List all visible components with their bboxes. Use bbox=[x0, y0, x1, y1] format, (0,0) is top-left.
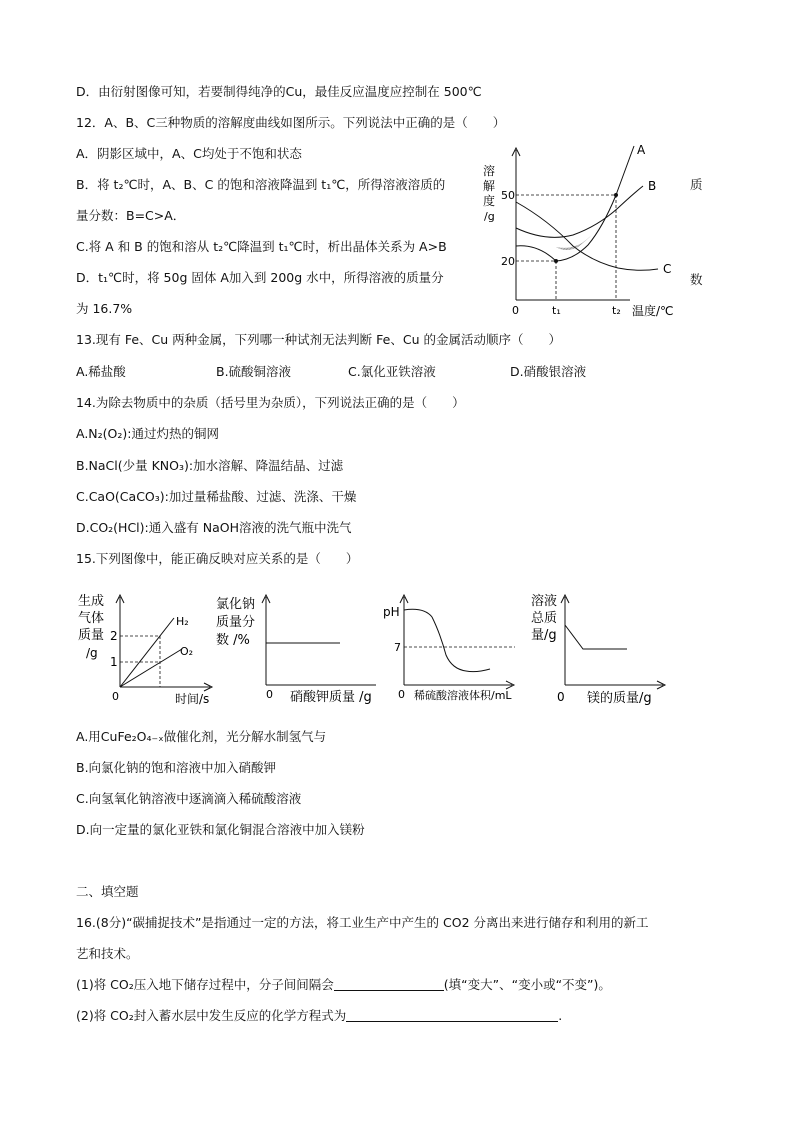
q16-part1-before: (1)将 CO₂压入地下储存过程中，分子间间隔会 bbox=[76, 977, 334, 992]
xlabel: 硝酸钾质量 /g bbox=[290, 690, 372, 705]
q12-side-char-top: 质 bbox=[690, 177, 703, 192]
xlabel: 稀硫酸溶液体积/mL bbox=[414, 689, 512, 702]
curve-a bbox=[516, 146, 634, 261]
series-o2: O₂ bbox=[180, 645, 194, 658]
q11-option-d: D．由衍射图像可知，若要制得纯净的Cu，最佳反应温度应控制在 500℃ bbox=[76, 84, 482, 99]
q16-part2-answer-blank[interactable] bbox=[346, 1009, 558, 1022]
ylabel-1: 溶液 bbox=[531, 594, 558, 609]
curve-c bbox=[516, 202, 658, 270]
ylabel-3: 度 bbox=[483, 194, 496, 208]
point-t1 bbox=[554, 259, 558, 263]
ylabel-2: 质量分 bbox=[216, 615, 256, 630]
q12-stem: 12．A、B、C三种物质的溶解度曲线如图所示。下列说法中正确的是（ ） bbox=[76, 115, 506, 130]
ylabel-2: 气体 bbox=[78, 611, 105, 626]
q16-part1 bbox=[76, 976, 611, 994]
q16-part2-before: (2)将 CO₂封入蓄水层中发生反应的化学方程式为 bbox=[76, 1008, 347, 1023]
ytick-50: 50 bbox=[501, 189, 515, 202]
ytick-2: 2 bbox=[110, 629, 118, 643]
q12-option-b-line1: B．将 t₂℃时，A、B、C 的饱和溶液降温到 t₁℃，所得溶液溶质的 bbox=[76, 177, 446, 192]
xtick-t1: t₁ bbox=[552, 304, 561, 317]
graph-a-gas-mass bbox=[74, 585, 224, 710]
q12-option-d-line1: D．t₁℃时，将 50g 固体 A加入到 200g 水中，所得溶液的质量分 bbox=[76, 270, 444, 285]
q15-option-b: B.向氯化钠的饱和溶液中加入硝酸钾 bbox=[76, 760, 277, 775]
q16-part1-answer-blank[interactable] bbox=[334, 978, 444, 991]
series-h2: H₂ bbox=[176, 615, 189, 628]
ylabel-3: 质量 bbox=[78, 628, 105, 643]
ylabel: pH bbox=[383, 605, 400, 619]
solubility-curve-graph bbox=[478, 140, 686, 320]
q13-option-a: A.稀盐酸 bbox=[76, 364, 126, 379]
point-t2 bbox=[614, 193, 618, 197]
q15-option-a: A.用CuFe₂O₄₋ₓ做催化剂，光分解水制氢气与 bbox=[76, 729, 327, 744]
q14-option-d: D.CO₂(HCl):通入盛有 NaOH溶液的洗气瓶中洗气 bbox=[76, 520, 352, 535]
section-title: 二、填空题 bbox=[76, 884, 139, 899]
curve-b bbox=[516, 186, 643, 237]
q13-stem: 13.现有 Fe、Cu 两种金属，下列哪一种试剂无法判断 Fe、Cu 的金属活动顺序（ ） bbox=[76, 332, 561, 347]
q12-option-c: C.将 A 和 B 的饱和溶从 t₂℃降温到 t₁℃时，析出晶体关系为 A>B bbox=[76, 239, 447, 254]
ylabel-2: 总质 bbox=[531, 611, 558, 626]
q12-option-a: A．阴影区域中，A、C均处于不饱和状态 bbox=[76, 146, 302, 161]
ph-curve bbox=[404, 609, 490, 671]
ylabel-3: 量/g bbox=[531, 628, 557, 643]
q13-option-c: C.氯化亚铁溶液 bbox=[348, 364, 436, 379]
xlabel: 镁的质量/g bbox=[587, 691, 652, 706]
origin-label: 0 bbox=[512, 304, 519, 317]
ylabel-2: 解 bbox=[483, 179, 496, 193]
ytick-7: 7 bbox=[394, 641, 401, 654]
ylabel-1: 溶 bbox=[483, 164, 496, 178]
h2-line bbox=[120, 618, 174, 687]
xlabel: 时间/s bbox=[175, 692, 210, 706]
graph-b-nacl-fraction bbox=[212, 585, 382, 710]
graph-d-solution-mass bbox=[527, 585, 677, 710]
ylabel-3: 数 /% bbox=[216, 633, 250, 648]
q13-option-b: B.硫酸铜溶液 bbox=[216, 364, 292, 379]
q14-option-c: C.CaO(CaCO₃):加过量稀盐酸、过滤、洗涤、干燥 bbox=[76, 489, 357, 504]
q14-option-b: B.NaCl(少量 KNO₃):加水溶解、降温结晶、过滤 bbox=[76, 458, 344, 473]
q13-option-d: D.硝酸银溶液 bbox=[510, 364, 587, 379]
origin-label: 0 bbox=[398, 688, 405, 701]
origin-label: 0 bbox=[266, 688, 273, 701]
origin-label: 0 bbox=[112, 690, 119, 703]
origin-label: 0 bbox=[557, 690, 565, 704]
q16-part1-after: (填“变大”、“变小或“不变”)。 bbox=[443, 977, 611, 992]
q12-option-d-line2: 为 16.7% bbox=[76, 301, 133, 316]
ytick-20: 20 bbox=[501, 255, 515, 268]
ylabel-1: 氯化钠 bbox=[216, 597, 256, 612]
q12-side-char-bottom: 数 bbox=[690, 272, 703, 287]
mass-curve bbox=[565, 625, 627, 649]
q15-option-d: D.向一定量的氯化亚铁和氯化铜混合溶液中加入镁粉 bbox=[76, 822, 365, 837]
label-c: C bbox=[663, 262, 672, 276]
label-b: B bbox=[648, 179, 657, 193]
xtick-t2: t₂ bbox=[612, 304, 621, 317]
q14-stem: 14.为除去物质中的杂质（括号里为杂质），下列说法正确的是（ ） bbox=[76, 395, 465, 410]
xlabel: 温度/℃ bbox=[632, 304, 674, 318]
q14-option-a: A.N₂(O₂):通过灼热的铜网 bbox=[76, 426, 219, 441]
graph-c-ph bbox=[380, 585, 530, 710]
ylabel-1: 生成 bbox=[78, 594, 105, 609]
q15-option-c: C.向氢氧化钠溶液中逐滴滴入稀硫酸溶液 bbox=[76, 791, 302, 806]
q16-stem-line2: 艺和技术。 bbox=[76, 946, 139, 961]
label-a: A bbox=[637, 143, 646, 157]
q12-option-b-line2: 量分数：B=C>A． bbox=[76, 208, 186, 223]
q16-part2 bbox=[76, 1007, 562, 1025]
q16-stem-line1: 16.(8分)“碳捕捉技术”是指通过一定的方法，将工业生产中产生的 CO2 分离出来进行储存和利用的新工 bbox=[76, 915, 649, 930]
ylabel-4: /g bbox=[484, 210, 495, 223]
ylabel-4: /g bbox=[86, 646, 98, 660]
q16-part2-after: . bbox=[558, 1008, 563, 1023]
q15-stem: 15.下列图像中，能正确反映对应关系的是（ ） bbox=[76, 551, 359, 566]
o2-line bbox=[120, 649, 182, 687]
ytick-1: 1 bbox=[110, 655, 118, 669]
